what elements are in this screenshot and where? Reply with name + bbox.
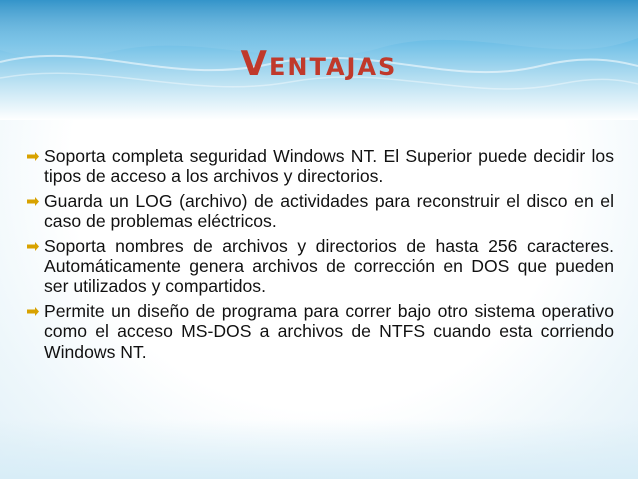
footer-gradient [0, 419, 638, 479]
checkmark-arrow-icon [26, 195, 40, 208]
bullet-text: Soporta nombres de archivos y directorios de hasta 256 caracteres. Automáticamente genera archivos de corrección en DOS que pueden ser utilizados y compartidos. [44, 235, 614, 297]
bullet-text: Permite un diseño de programa para correr bajo otro sistema operativo como el acceso MS-DOS a archivos de NTFS cuando esta corriendo Windows NT. [44, 300, 614, 362]
bullet-text: Soporta completa seguridad Windows NT. El Superior puede decidir los tipos de acceso a los archivos y directorios. [44, 146, 614, 187]
checkmark-arrow-icon [26, 150, 40, 163]
bullet-item [24, 146, 614, 187]
bullet-text: Guarda un LOG (archivo) de actividades para reconstruir el disco en el caso de problemas eléctricos. [44, 190, 614, 232]
checkmark-arrow-icon [26, 305, 40, 318]
checkmark-arrow-icon [26, 240, 40, 253]
bullet-item [24, 191, 614, 232]
slide-title: Ventajas [240, 44, 398, 84]
bullet-item [24, 236, 614, 297]
bullet-list [24, 146, 614, 366]
bullet-item [24, 301, 614, 362]
